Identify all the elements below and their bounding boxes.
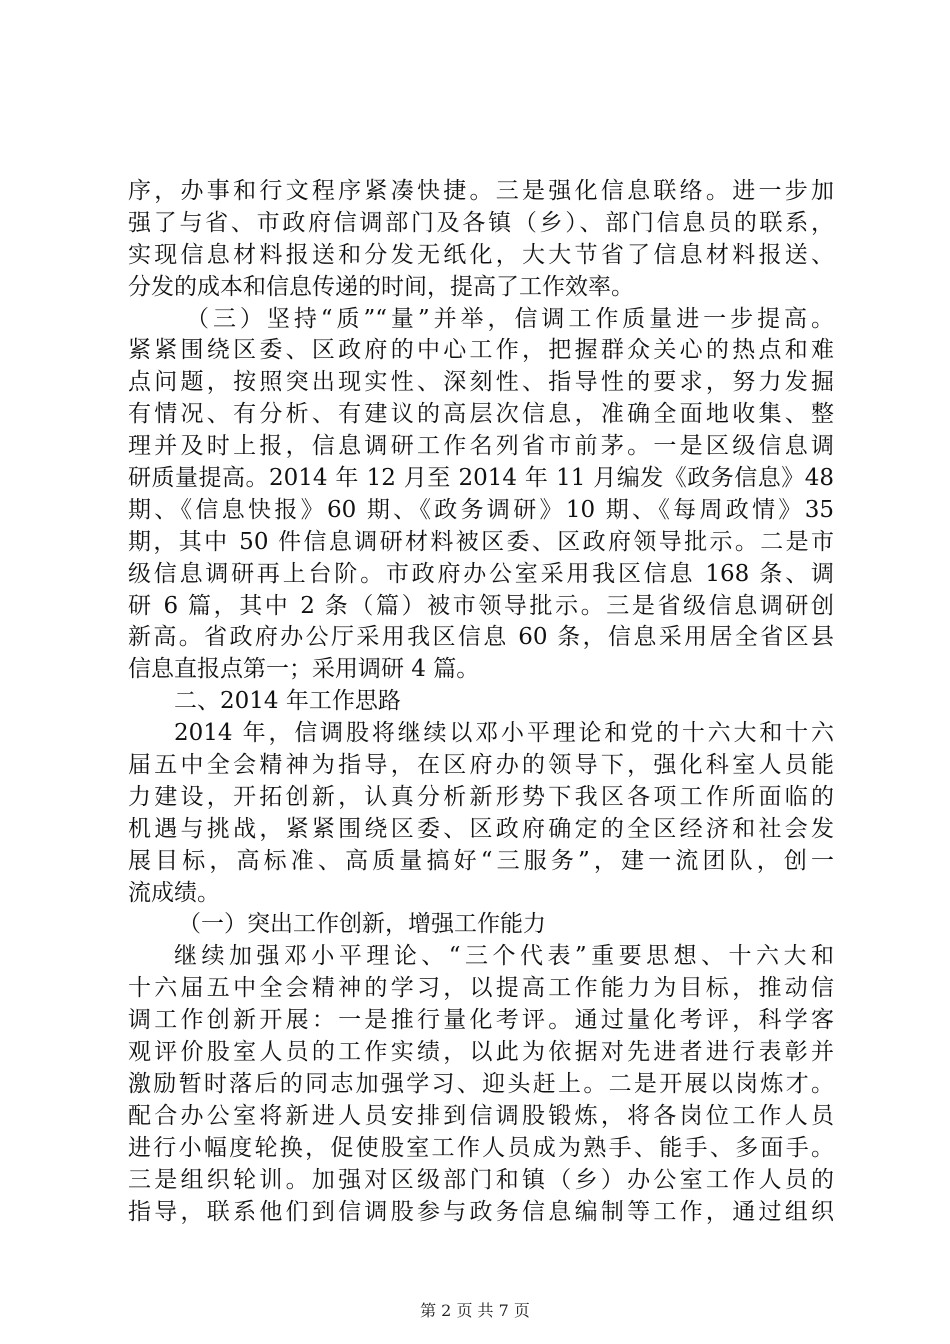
text-line: 紧紧围绕区委、区政府的中心工作，把握群众关心的热点和难 [128, 337, 834, 364]
text-line: 研 6 篇，其中 2 条（篇）被市领导批示。三是省级信息调研创 [128, 592, 834, 619]
text-line: （一）突出工作创新，增强工作能力 [178, 911, 546, 938]
text-line: 理并及时上报，信息调研工作名列省市前茅。一是区级信息调 [128, 433, 834, 460]
text-line: 观评价股室人员的工作实绩，以此为依据对先进者进行表彰并 [128, 1039, 834, 1066]
text-line: 实现信息材料报送和分发无纸化，大大节省了信息材料报送、 [128, 241, 834, 268]
text-line: 2014 年，信调股将继续以邓小平理论和党的十六大和十六 [174, 720, 834, 747]
text-line: 分发的成本和信息传递的时间，提高了工作效率。 [128, 273, 634, 300]
text-line: 新高。省政府办公厅采用我区信息 60 条，信息采用居全省区县 [128, 624, 834, 651]
text-line: 指导，联系他们到信调股参与政务信息编制等工作，通过组织 [128, 1198, 834, 1225]
text-line: 强了与省、市政府信调部门及各镇（乡）、部门信息员的联系， [128, 209, 834, 236]
text-line: 进行小幅度轮换，促使股室工作人员成为熟手、能手、多面手。 [128, 1134, 834, 1161]
page-footer: 第 2 页 共 7 页 [420, 1301, 530, 1320]
text-line: 机遇与挑战，紧紧围绕区委、区政府确定的全区经济和社会发 [128, 815, 834, 842]
document-body [128, 176, 834, 1228]
text-line: 配合办公室将新进人员安排到信调股锻炼，将各岗位工作人员 [128, 1102, 834, 1129]
text-line: 十六届五中全会精神的学习，以提高工作能力为目标，推动信 [128, 975, 834, 1002]
text-line: 有情况、有分析、有建议的高层次信息，准确全面地收集、整 [128, 401, 834, 428]
text-line: 流成绩。 [128, 879, 220, 906]
text-line: 期、《信息快报》60 期、《政务调研》10 期、《每周政情》35 [128, 496, 834, 523]
text-line: 力建设，开拓创新，认真分析新形势下我区各项工作所面临的 [128, 783, 834, 810]
text-line: 级信息调研再上台阶。市政府办公室采用我区信息 168 条、调 [128, 560, 834, 587]
text-line: 调工作创新开展：一是推行量化考评。通过量化考评，科学客 [128, 1007, 834, 1034]
text-line: 信息直报点第一；采用调研 4 篇。 [128, 656, 480, 683]
text-line: 激励暂时落后的同志加强学习、迎头赶上。二是开展以岗炼才。 [128, 1070, 834, 1097]
text-line: 序，办事和行文程序紧凑快捷。三是强化信息联络。进一步加 [128, 178, 834, 204]
text-line: 继续加强邓小平理论、“三个代表”重要思想、十六大和 [174, 943, 834, 970]
text-line: 点问题，按照突出现实性、深刻性、指导性的要求，努力发掘 [128, 369, 834, 396]
text-line: 期，其中 50 件信息调研材料被区委、区政府领导批示。二是市 [128, 528, 834, 555]
text-line: （三）坚持“质”“量”并举，信调工作质量进一步提高。 [186, 305, 834, 332]
text-line: 三是组织轮训。加强对区级部门和镇（乡）办公室工作人员的 [128, 1166, 834, 1193]
text-line: 二、2014 年工作思路 [174, 688, 401, 715]
text-line: 届五中全会精神为指导，在区府办的领导下，强化科室人员能 [128, 752, 834, 779]
text-line: 展目标，高标准、高质量搞好“三服务”，建一流团队，创一 [128, 847, 834, 874]
text-line: 研质量提高。2014 年 12 月至 2014 年 11 月编发《政务信息》48 [128, 465, 834, 492]
